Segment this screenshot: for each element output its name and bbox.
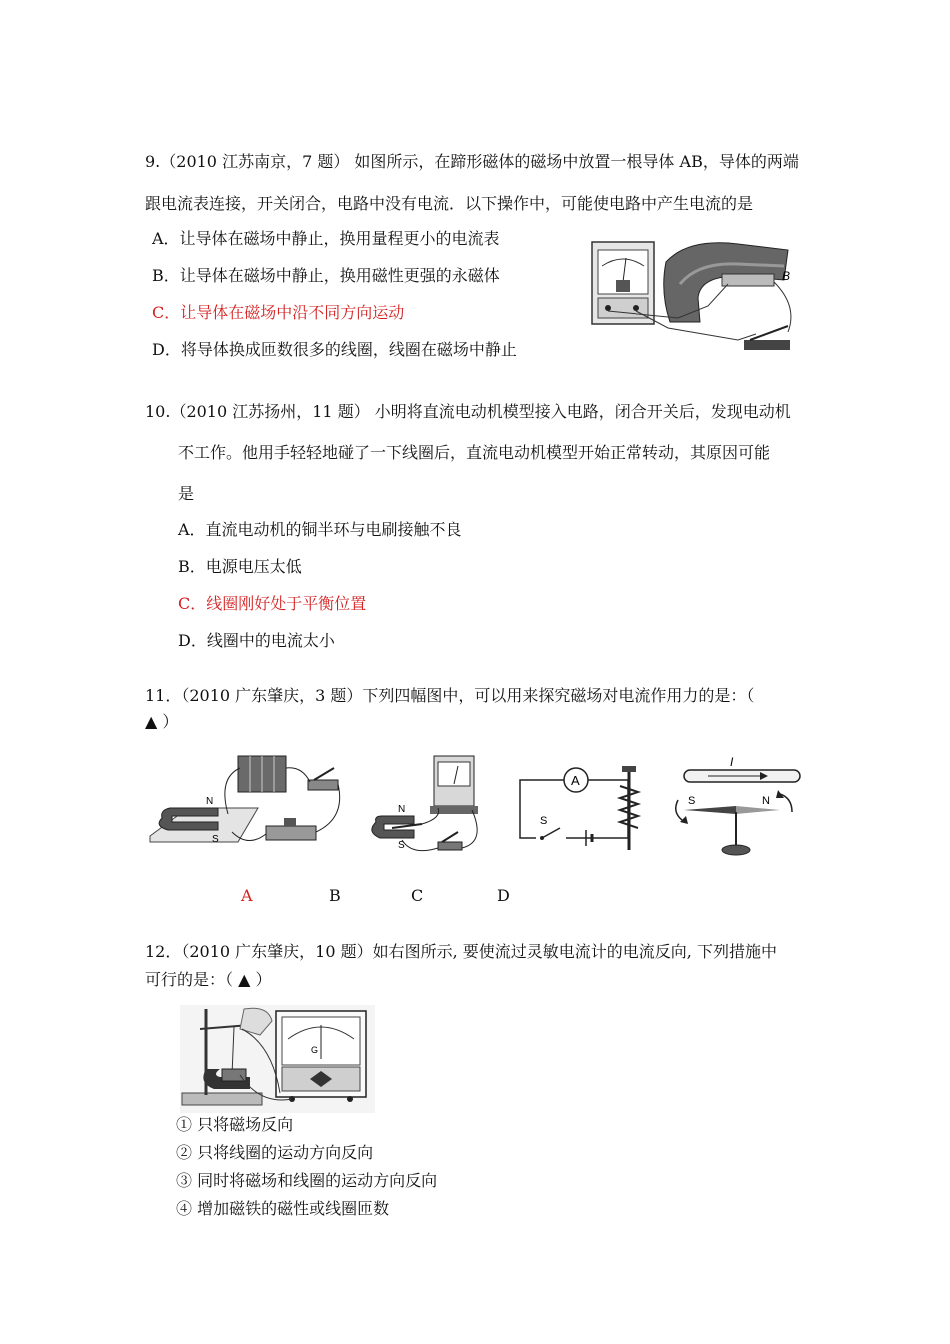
q9-fig-label-b: B — [782, 269, 791, 283]
q10-stem-line2: 不工作。他用手轻轻地碰了一下线圈后，直流电动机模型开始正常转动，其原因可能 — [178, 443, 771, 462]
q10-stem-line3: 是 — [178, 484, 195, 503]
q9-option-d: D．将导体换成匝数很多的线圈，线圈在磁场中静止 — [152, 340, 517, 359]
q12-stem-line1: 12．（2010 广东肇庆，10 题）如右图所示, 要使流过灵敏电流计的电流反向, 下列措施中 — [145, 942, 777, 961]
q10-option-b: B．电源电压太低 — [178, 557, 302, 576]
q11b-n-label: N — [398, 804, 406, 815]
q11-choice-c: C — [411, 886, 424, 905]
q12-stem-line2: 可行的是：（ ▲ ） — [145, 970, 272, 989]
q10-option-d: D．线圈中的电流太小 — [178, 631, 335, 650]
q9-option-c-answer: C．让导体在磁场中沿不同方向运动 — [152, 303, 405, 322]
q11d-current-label: I — [730, 755, 734, 769]
q11a-s-label: S — [212, 834, 219, 845]
q11-choice-d: D — [497, 886, 510, 905]
q11-choice-b: B — [329, 886, 341, 905]
q11-figure-a — [148, 748, 353, 858]
q11b-s-label: S — [398, 840, 405, 851]
q12-item-4: ④ 增加磁铁的磁性或线圈匝数 — [176, 1199, 390, 1218]
q12-item-1: ① 只将磁场反向 — [176, 1115, 294, 1134]
q11-figure-c — [516, 762, 646, 854]
q10-option-a: A．直流电动机的铜半环与电刷接触不良 — [178, 520, 462, 539]
q12-figure-galvanometer — [180, 1005, 375, 1113]
q9-option-a: A．让导体在磁场中静止，换用量程更小的电流表 — [152, 229, 500, 248]
q11a-n-label: N — [206, 796, 214, 807]
q11c-switch-label: S — [540, 815, 548, 827]
q11-figure-b — [362, 752, 492, 862]
q12-item-3: ③ 同时将磁场和线圈的运动方向反向 — [176, 1171, 438, 1190]
q11-stem-line1: 11．（2010 广东肇庆，3 题）下列四幅图中，可以用来探究磁场对电流作用力的是：（ — [145, 686, 755, 705]
q11-choice-a-answer: A — [241, 886, 253, 905]
q11d-s-label: S — [688, 795, 696, 807]
q11d-n-label: N — [762, 795, 770, 807]
q12-item-2: ② 只将线圈的运动方向反向 — [176, 1143, 374, 1162]
q10-stem-line1: 10.（2010 江苏扬州，11 题） 小明将直流电动机模型接入电路，闭合开关后，发现电动机 — [145, 402, 791, 421]
q11c-ammeter-label: A — [571, 773, 580, 788]
q9-option-b: B．让导体在磁场中静止，换用磁性更强的永磁体 — [152, 266, 500, 285]
q10-option-c-answer: C．线圈刚好处于平衡位置 — [178, 594, 367, 613]
q11-figure-d — [668, 754, 803, 858]
q9-stem-line1: 9.（2010 江苏南京，7 题） 如图所示，在蹄形磁体的磁场中放置一根导体 AB，导体的两端 — [145, 152, 799, 171]
q9-stem-line2: 跟电流表连接，开关闭合，电路中没有电流．以下操作中，可能使电路中产生电流的是 — [145, 194, 754, 213]
q12-meter-label: G — [311, 1045, 319, 1055]
q11-stem-line2: ▲ ） — [145, 712, 179, 731]
q9-figure-generator — [588, 236, 813, 356]
